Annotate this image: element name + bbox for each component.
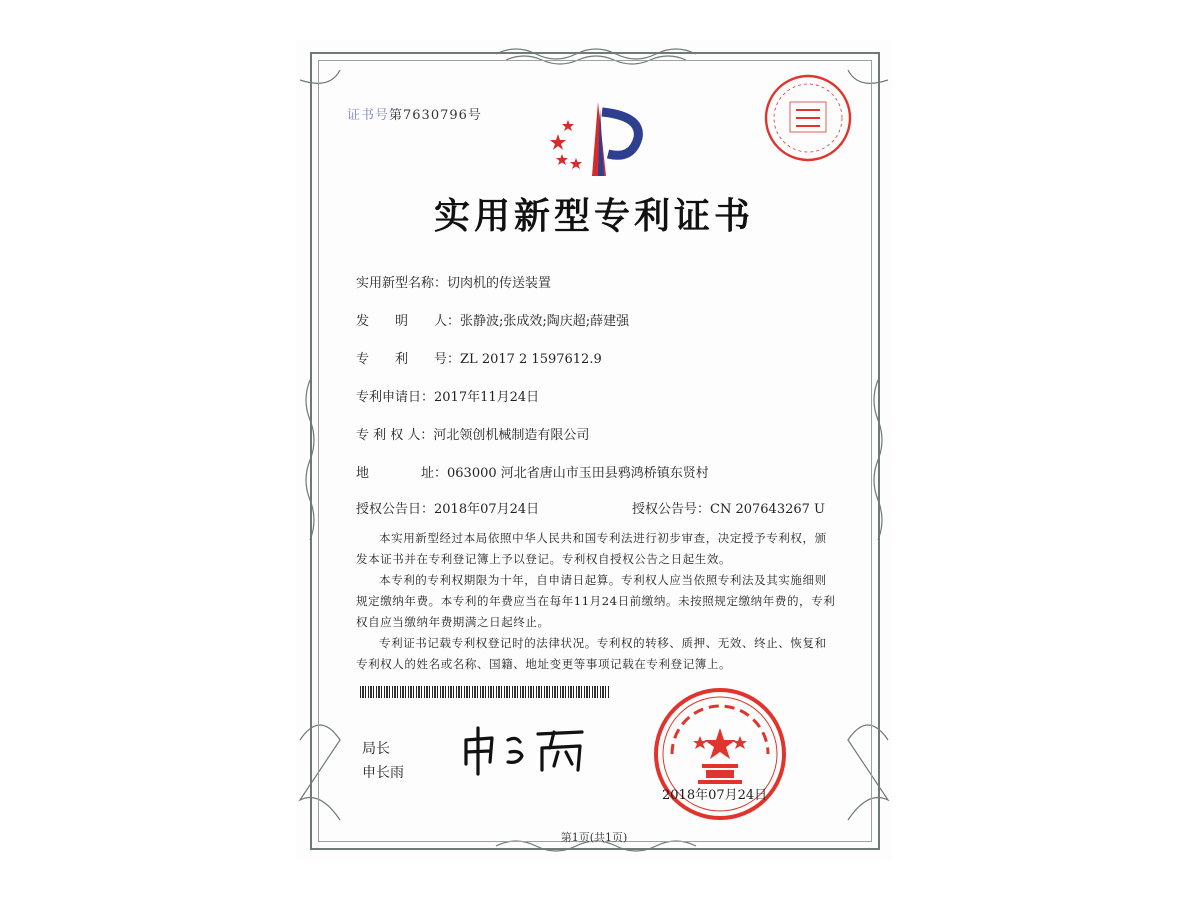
field-label: 发 明 人： xyxy=(356,314,461,329)
field-value: ZL 2017 2 1597612.9 xyxy=(460,352,602,367)
field-value: 河北领创机械制造有限公司 xyxy=(433,428,590,443)
director-title: 局长 xyxy=(362,741,390,757)
field-application-date xyxy=(356,386,539,405)
body-paragraph-1: 本实用新型经过本局依照中华人民共和国专利法进行初步审查，决定授予专利权，颁发本证书并在专利登记簿上予以登记。专利权自授权公告之日起生效。 xyxy=(356,531,827,566)
certificate-title: 实用新型专利证书 xyxy=(433,195,754,237)
field-utility-model-name xyxy=(356,272,551,291)
announcement-date-value: 2018年07月24日 xyxy=(434,502,540,517)
page-number: 第1页(共1页) xyxy=(560,831,628,844)
field-inventors xyxy=(356,310,629,329)
announcement-number xyxy=(632,498,825,517)
body-paragraph-3: 专利证书记载专利权登记时的法律状况。专利权的转移、质押、无效、终止、恢复和专利权人的姓名或名称、国籍、地址变更等事项记载在专利登记簿上。 xyxy=(356,636,827,671)
certificate-number-label: 证书号 xyxy=(347,108,390,123)
field-value: 切肉机的传送装置 xyxy=(447,276,552,291)
field-patent-number xyxy=(356,348,602,367)
field-label: 实用新型名称： xyxy=(356,276,448,291)
certificate-number xyxy=(347,104,482,123)
field-label: 地 址： xyxy=(356,466,448,481)
field-label: 专 利 权 人： xyxy=(356,428,434,443)
certificate-number-value: 第7630796号 xyxy=(389,108,482,123)
field-label: 专利申请日： xyxy=(356,390,435,405)
field-label: 专 利 号： xyxy=(356,352,461,367)
field-patentee xyxy=(356,424,589,443)
announcement-date xyxy=(356,498,539,517)
seal-date: 2018年07月24日 xyxy=(662,788,768,803)
patent-office-logo-icon xyxy=(540,98,650,178)
body-paragraph-2: 本专利的专利权期限为十年，自申请日起算。专利权人应当依照专利法及其实施细则规定缴纳年费。本专利的年费应当在每年11月24日前缴纳。未按照规定缴纳年费的，专利权自应当缴纳年费期满之日起终止。 xyxy=(356,573,836,629)
announcement-date-label: 授权公告日： xyxy=(356,502,435,517)
field-address xyxy=(356,462,709,481)
announcement-number-label: 授权公告号： xyxy=(632,502,711,517)
announcement-number-value: CN 207643267 U xyxy=(710,502,825,517)
field-value: 张静波;张成效;陶庆超;薛建强 xyxy=(460,314,630,329)
barcode xyxy=(360,686,610,698)
field-value: 063000 河北省唐山市玉田县鸦鸿桥镇东贤村 xyxy=(447,466,709,481)
official-seal-icon xyxy=(650,684,790,824)
handwritten-signature-icon xyxy=(458,722,598,778)
director-name: 申长雨 xyxy=(362,765,404,781)
field-value: 2017年11月24日 xyxy=(434,390,540,405)
agency-stamp-icon xyxy=(762,72,854,164)
